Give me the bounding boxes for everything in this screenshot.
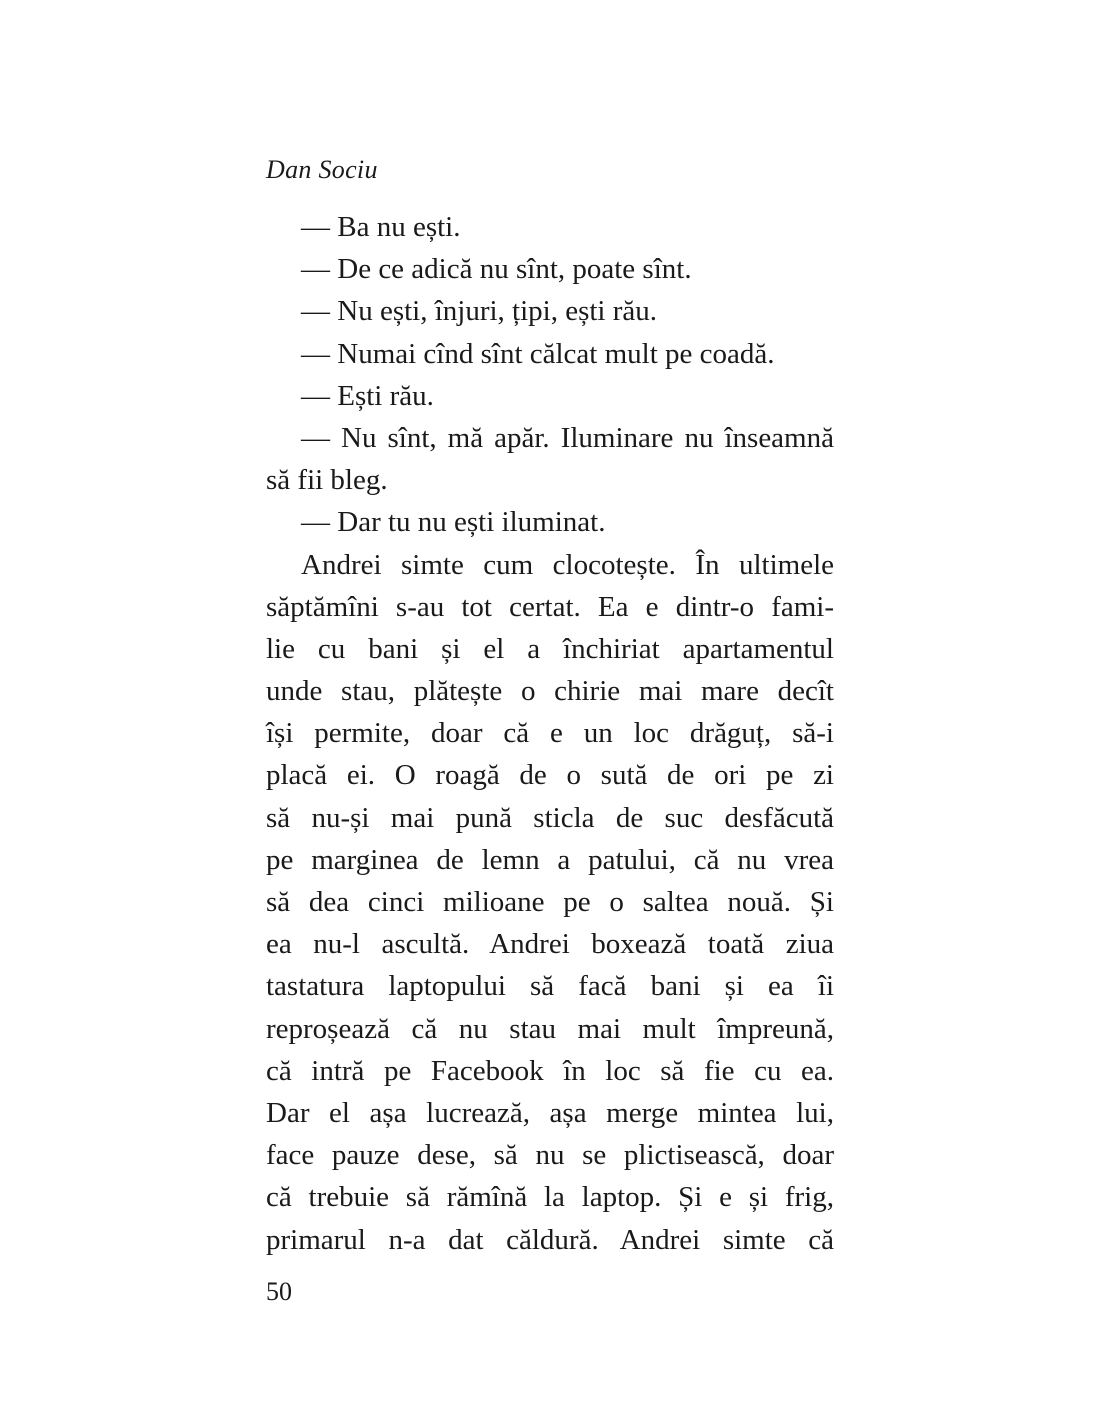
running-head-author: Dan Sociu [266, 155, 378, 184]
text-line: Dar el așa lucrează, așa merge mintea lui, [266, 1096, 834, 1129]
text-line: să fii bleg. [266, 464, 388, 497]
text-line: unde stau, plătește o chirie mai mare decît [266, 675, 834, 708]
text-line: lie cu bani și el a închiriat apartamentul [266, 632, 834, 665]
text-line: să nu-și mai pună sticla de suc desfăcută [266, 801, 834, 834]
text-line: tastatura laptopului să facă bani și ea îi [266, 970, 834, 1003]
body-text [266, 206, 834, 1261]
text-line: ea nu-l ascultă. Andrei boxează toată ziua [266, 928, 834, 961]
page-number: 50 [266, 1277, 292, 1306]
text-line: să dea cinci milioane pe o saltea nouă. Și [266, 886, 834, 918]
text-line: face pauze dese, să nu se plictisească, doar [266, 1139, 834, 1172]
text-line: placă ei. O roagă de o sută de ori pe zi [266, 759, 834, 792]
text-line: — Numai cînd sînt călcat mult pe coadă. [301, 337, 775, 370]
text-line: — Dar tu nu ești iluminat. [301, 506, 606, 539]
text-line: reproșează că nu stau mai mult împreună, [266, 1012, 834, 1045]
text-line: — Ești rău. [301, 379, 434, 412]
text-line: — De ce adică nu sînt, poate sînt. [301, 253, 692, 286]
text-line: — Nu ești, înjuri, țipi, ești rău. [301, 295, 658, 328]
text-line: își permite, doar că e un loc drăguț, să-i [266, 717, 834, 750]
text-line: — Ba nu ești. [301, 211, 461, 243]
text-line: că intră pe Facebook în loc să fie cu ea. [266, 1054, 834, 1087]
text-line: pe marginea de lemn a patului, că nu vrea [266, 843, 834, 876]
text-line: primarul n-a dat căldură. Andrei simte că [266, 1223, 834, 1256]
text-line: că trebuie să rămînă la laptop. Și e și frig, [266, 1181, 834, 1214]
text-line: săptămîni s-au tot certat. Ea e dintr-o fami- [266, 590, 834, 623]
text-line: — Nu sînt, mă apăr. Iluminare nu înseamnă [301, 421, 834, 454]
text-line: Andrei simte cum clocotește. În ultimele [301, 548, 834, 581]
